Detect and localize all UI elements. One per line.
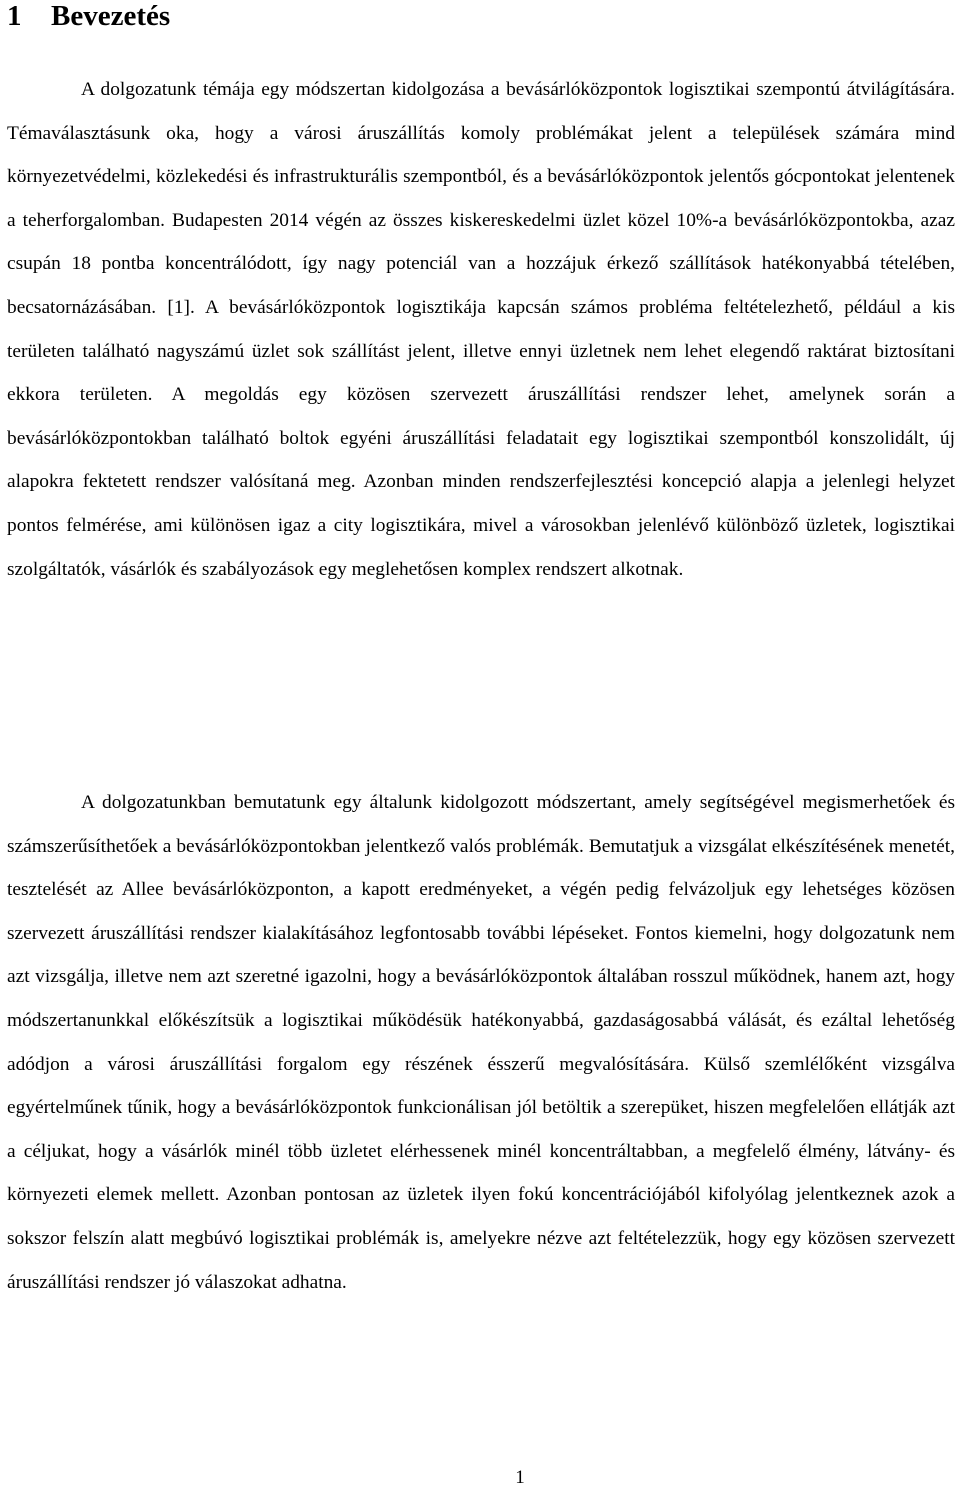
section-heading [7,0,170,34]
body-paragraph-1: A dolgozatunk témája egy módszertan kidolgozása a bevásárlóközpontok logisztikai szempontú átvilágítására. Témaválasztásunk oka, hogy a városi áruszállítás komoly problémákat jelent a települések számára mind környezetvédelmi, közlekedési és infrastrukturális szempontból, és a bevásárlóközpontok jelentős gócpontokat jelentenek a teherforgalomban. Budapesten 2014 végén az összes kiskereskedelmi üzlet közel 10%-a bevásárlóközpontokba, azaz csupán 18 pontba koncentrálódott, így nagy potenciál van a hozzájuk érkező szállítások hatékonyabbá tételében, becsatornázásában. [1]. A bevásárlóközpontok logisztikája kapcsán számos probléma feltételezhető, például a kis területen található nagyszámú üzlet sok szállítást jelent, illetve ennyi üzletnek nem lehet elegendő raktárat biztosítani ekkora területen. A megoldás egy közösen szervezett áruszállítási rendszer lehet, amelynek során a bevásárlóközpontokban található boltok egyéni áruszállítási feladatait egy logisztikai szempontból konszolidált, új alapokra fektetett rendszer valósítaná meg. Azonban minden rendszerfejlesztési koncepció alapja a jelenlegi helyzet pontos felmérése, ami különösen igaz a city logisztikára, mivel a városokban jelenlévő különböző üzletek, logisztikai szolgáltatók, vásárlók és szabályozások egy meglehetősen komplex rendszert alkotnak. [7,79,955,580]
section-title: Bevezetés [51,0,171,32]
section-number: 1 [7,0,22,32]
body-paragraph-2: A dolgozatunkban bemutatunk egy általunk kidolgozott módszertant, amely segítségével megismerhetőek és számszerűsíthetőek a bevásárlóközpontokban jelentkező valós problémák. Bemutatjuk a vizsgálat elkészítésének menetét, tesztelését az Allee bevásárlóközponton, a kapott eredményeket, a végén pedig felvázoljuk egy lehetséges közösen szervezett áruszállítási rendszer kialakításához legfontosabb további lépéseket. Fontos kiemelni, hogy dolgozatunk nem azt vizsgálja, illetve nem azt szeretné igazolni, hogy a bevásárlóközpontok általában rosszul működnek, hanem azt, hogy módszertanunkkal előkészítsük a logisztikai működésük hatékonyabbá, gazdaságosabbá válását, és ezáltal lehetőség adódjon a városi áruszállítási forgalom egy részének ésszerű megvalósítására. Külső szemlélőként vizsgálva egyértelműnek tűnik, hogy a bevásárlóközpontok funkcionálisan jól betöltik a szerepüket, hiszen megfelelően ellátják azt a céljukat, hogy a vásárlók minél több üzletet elérhessenek minél koncentráltabban, a megfelelő élmény, látvány- és környezeti elemek mellett. Azonban pontosan az üzletek ilyen fokú koncentrációjából kifolyólag jelentkeznek azok a sokszor felszín alatt megbúvó logisztikai problémák is, amelyekre nézve azt feltételezzük, hogy egy közösen szervezett áruszállítási rendszer jó válaszokat adhatna. [7,792,955,1293]
page-number: 1 [515,1467,525,1488]
